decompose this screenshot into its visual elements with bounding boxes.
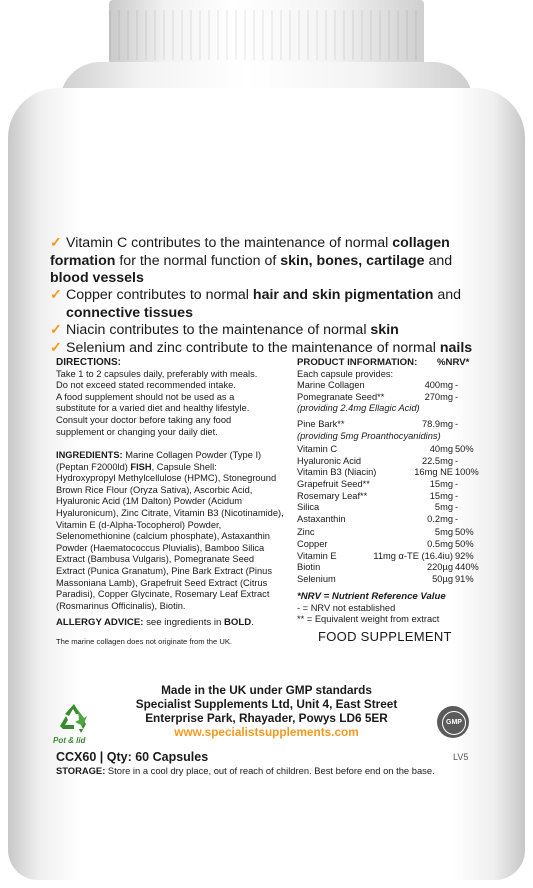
ingredients-line: Massoniana Lamb), Grapefruit Seed Extract (Citrus	[56, 577, 268, 588]
allergy-advice: ALLERGY ADVICE: see ingredients in BOLD.	[56, 617, 254, 628]
website-link[interactable]: www.specialistsupplements.com	[174, 725, 359, 739]
directions-heading: DIRECTIONS:	[56, 357, 121, 368]
ingredients-line: Hyaluronic Acid (1M Dalton) Powder (Acidum	[56, 496, 243, 507]
ingredients-line: Extract (Punica Granatum), Pine Bark Extract (Pinus	[56, 565, 272, 576]
directions-line: Take 1 to 2 capsules daily, preferably with meals.	[56, 368, 258, 379]
storage-label: STORAGE:	[56, 765, 106, 776]
nutrient-row: Silica 5mg -	[297, 502, 459, 513]
ingredients-line: (Peptan F2000ld) FISH, Capsule Shell:	[56, 461, 217, 472]
directions-line: Consult your doctor before taking any food	[56, 414, 232, 425]
nutrient-row: Astaxanthin 0.2mg -	[297, 513, 459, 524]
directions-line: supplement or changing your daily diet.	[56, 426, 218, 437]
ingredients-line: (Rosmarinus Officinalis), Biotin.	[56, 600, 186, 611]
gmp-badge	[437, 706, 469, 738]
recycle-icon	[56, 702, 92, 734]
ingredients-line: Extract (Bambusa Vulgaris), Pomegranate Seed	[56, 554, 255, 565]
storage-text: STORAGE: Store in a cool dry place, out of reach of children. Best before end on the base.	[56, 765, 435, 776]
nutrient-row: Vitamin C 40mg 50%	[297, 444, 474, 455]
ingredients-line: Powder (Haematococcus Pluvialis), Bamboo Silica	[56, 542, 265, 553]
nutrient-row: Selenium 50µg 91%	[297, 573, 474, 584]
nutrient-row: Zinc 5mg 50%	[297, 527, 474, 538]
maker-line-3: Enterprise Park, Rhayader, Powys LD6 5ER	[145, 711, 388, 725]
product-info-heading: PRODUCT INFORMATION:	[297, 357, 418, 368]
footnote-dash: - = NRV not established	[297, 602, 396, 613]
product-info-table	[297, 357, 479, 626]
allergy-label: ALLERGY ADVICE:	[56, 617, 144, 628]
claim-vitamin-c: ✓ Vitamin C contributes to the maintenance of normal collagen formation for the normal function of skin, bones, cartilage and blood vessels	[50, 235, 453, 286]
check-icon: ✓	[50, 340, 62, 356]
nutrient-row: Vitamin B3 (Niacin) 16mg NE 100%	[297, 467, 479, 478]
product-code: CCX60 | Qty: 60 Capsules	[56, 750, 209, 764]
nutrient-note: (providing 2.4mg Ellagic Acid)	[297, 403, 420, 414]
food-supplement-label: FOOD SUPPLEMENT	[318, 629, 452, 644]
ingredients-line: Paradisi), Copper Glycinate, Rosemary Leaf Extract	[56, 589, 270, 600]
nutrient-row: Copper 0.5mg 50%	[297, 538, 474, 549]
ingredients-line: Hydroxypropyl Methylcellulose (HPMC), Stoneground	[56, 473, 277, 484]
product-info-header	[297, 357, 479, 369]
directions-section	[56, 357, 286, 438]
gmp-badge-inner: GMP	[442, 711, 466, 735]
claim-copper: ✓ Copper contributes to normal hair and skin pigmentation and connective tissues	[50, 287, 462, 321]
nutrient-row: Marine Collagen 400mg -	[297, 380, 459, 391]
directions-line: A food supplement should not be used as a	[56, 391, 235, 402]
nutrient-row: Pomegranate Seed** 270mg -	[297, 391, 459, 402]
nutrient-row: Pine Bark** 78.9mg -	[297, 418, 459, 429]
maker-line-1: Made in the UK under GMP standards	[161, 683, 372, 697]
footnote-extract: ** = Equivalent weight from extract	[297, 614, 440, 625]
collagen-note: The marine collagen does not originate from the UK.	[56, 637, 233, 646]
nutrient-row: Grapefruit Seed** 15mg -	[297, 478, 459, 489]
directions-line: Do not exceed stated recommended intake.	[56, 380, 236, 391]
check-icon: ✓	[50, 235, 62, 251]
footnote-nrv: *NRV = Nutrient Reference Value	[297, 591, 446, 603]
ingredients-line: Brown Rice Flour (Oryza Sativa), Ascorbic Acid,	[56, 484, 253, 495]
product-info-subheading: Each capsule provides:	[297, 368, 394, 379]
ingredients-line: INGREDIENTS: Marine Collagen Powder (Type I)	[56, 450, 262, 460]
nutrient-row: Biotin 220µg 440%	[297, 562, 479, 573]
maker-line-2: Specialist Supplements Ltd, Unit 4, East Street	[135, 697, 398, 711]
recycle-label: Pot & lid	[53, 736, 86, 745]
directions-line: substitute for a varied diet and healthy lifestyle.	[56, 403, 250, 414]
ingredients-line: Selenomethionine (calcium phosphate), Astaxanthin	[56, 531, 270, 542]
ingredients-line: Hyaluronicum), Zinc Citrate, Vitamin B3 (Nicotinamide),	[56, 507, 284, 518]
ingredients-heading: INGREDIENTS:	[56, 450, 123, 460]
ingredients-line: Vitamin E (d-Alpha-Tocopherol) Powder,	[56, 519, 222, 530]
nrv-heading: %NRV*	[437, 357, 470, 368]
nutrient-note: (providing 5mg Proanthocyanidins)	[297, 430, 441, 441]
claim-niacin: ✓ Niacin contributes to the maintenance of normal skin	[50, 322, 399, 338]
nutrient-row: Rosemary Leaf** 15mg -	[297, 490, 459, 501]
nutrient-row: Hyaluronic Acid 22.5mg -	[297, 455, 459, 466]
ingredients-section	[56, 450, 286, 612]
nutrient-row: Vitamin E 11mg α-TE (16.4iu) 92%	[297, 550, 474, 561]
claim-selenium-zinc: ✓ Selenium and zinc contribute to the maintenance of normal nails	[50, 340, 473, 356]
check-icon: ✓	[50, 322, 62, 338]
check-icon: ✓	[50, 287, 62, 303]
label-version: LV5	[453, 752, 469, 762]
cap-ridges	[109, 10, 424, 60]
